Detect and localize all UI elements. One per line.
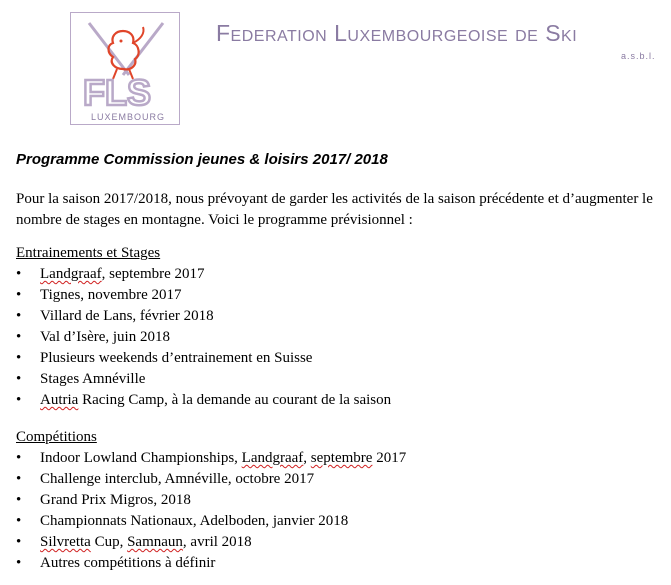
list-item-text: , (303, 450, 311, 466)
federation-suffix: a.s.b.l. (621, 51, 656, 61)
training-list (16, 264, 391, 411)
logo-letters: FLS (83, 72, 151, 113)
list-item-text: Tignes, novembre 2017 (40, 287, 182, 303)
bullet-icon: • (16, 350, 22, 366)
spellcheck-flagged-word: Landgraaf (241, 450, 304, 466)
bullet-icon: • (16, 471, 22, 487)
bullet-icon: • (16, 329, 22, 345)
bullet-icon: • (16, 308, 22, 324)
intro-paragraph: Pour la saison 2017/2018, nous prévoyant de garder les activités de la saison précédente et d’augmenter le nombre de stages en montagne. Voici le programme prévisionnel : (16, 191, 653, 228)
list-item-text: Plusieurs weekends d’entrainement en Suisse (40, 350, 313, 366)
logo-caption: LUXEMBOURG (91, 112, 166, 122)
competition-list (16, 448, 406, 574)
bullet-icon: • (16, 450, 22, 466)
bullet-icon: • (16, 287, 22, 303)
spellcheck-flagged-word: Silvretta (40, 534, 91, 550)
list-item-text: Villard de Lans, février 2018 (40, 308, 214, 324)
list-item (16, 285, 391, 306)
bullet-icon: • (16, 266, 22, 282)
list-item-text: Indoor Lowland Championships, (40, 450, 242, 466)
spellcheck-flagged-word: Samnaun (127, 534, 183, 550)
spellcheck-flagged-word: Autria (40, 392, 79, 408)
list-item (16, 532, 406, 553)
list-item (16, 327, 391, 348)
bullet-icon: • (16, 492, 22, 508)
list-item (16, 306, 391, 327)
bullet-icon: • (16, 392, 22, 408)
list-item-text: Stages Amnéville (40, 371, 146, 387)
spellcheck-flagged-word: septembre (310, 450, 373, 466)
list-item (16, 348, 391, 369)
list-item-text: Cup, (90, 534, 128, 550)
list-item (16, 448, 406, 469)
list-item-text: Val d’Isère, juin 2018 (40, 329, 170, 345)
list-item (16, 553, 406, 574)
list-item-text: Grand Prix Migros, 2018 (40, 492, 191, 508)
list-item-text: Challenge interclub, Amnéville, octobre 2017 (40, 471, 315, 487)
document-heading: Programme Commission jeunes & loisirs 2017/ 2018 (16, 151, 388, 168)
federation-title: Federation Luxembourgeoise de Ski (216, 20, 578, 46)
section-title-competitions: Compétitions (16, 429, 97, 445)
section-title-training: Entrainements et Stages (16, 245, 161, 261)
lion-logo-graphic (71, 13, 181, 126)
list-item (16, 264, 391, 285)
list-item (16, 511, 406, 532)
bullet-icon: • (16, 371, 22, 387)
bullet-icon: • (16, 555, 22, 571)
list-item (16, 390, 391, 411)
list-item-text: Autres compétitions à définir (40, 555, 216, 571)
list-item-text: Championnats Nationaux, Adelboden, janvier 2018 (40, 513, 349, 529)
list-item-text: , avril 2018 (182, 534, 252, 550)
list-item-text: , septembre 2017 (101, 266, 205, 282)
list-item (16, 369, 391, 390)
bullet-icon: • (16, 513, 22, 529)
spellcheck-flagged-word: Landgraaf (40, 266, 102, 282)
federation-logo (70, 12, 180, 125)
list-item (16, 469, 406, 490)
list-item-text: Racing Camp, à la demande au courant de la saison (78, 392, 392, 408)
bullet-icon: • (16, 534, 22, 550)
list-item-text: 2017 (372, 450, 407, 466)
list-item (16, 490, 406, 511)
